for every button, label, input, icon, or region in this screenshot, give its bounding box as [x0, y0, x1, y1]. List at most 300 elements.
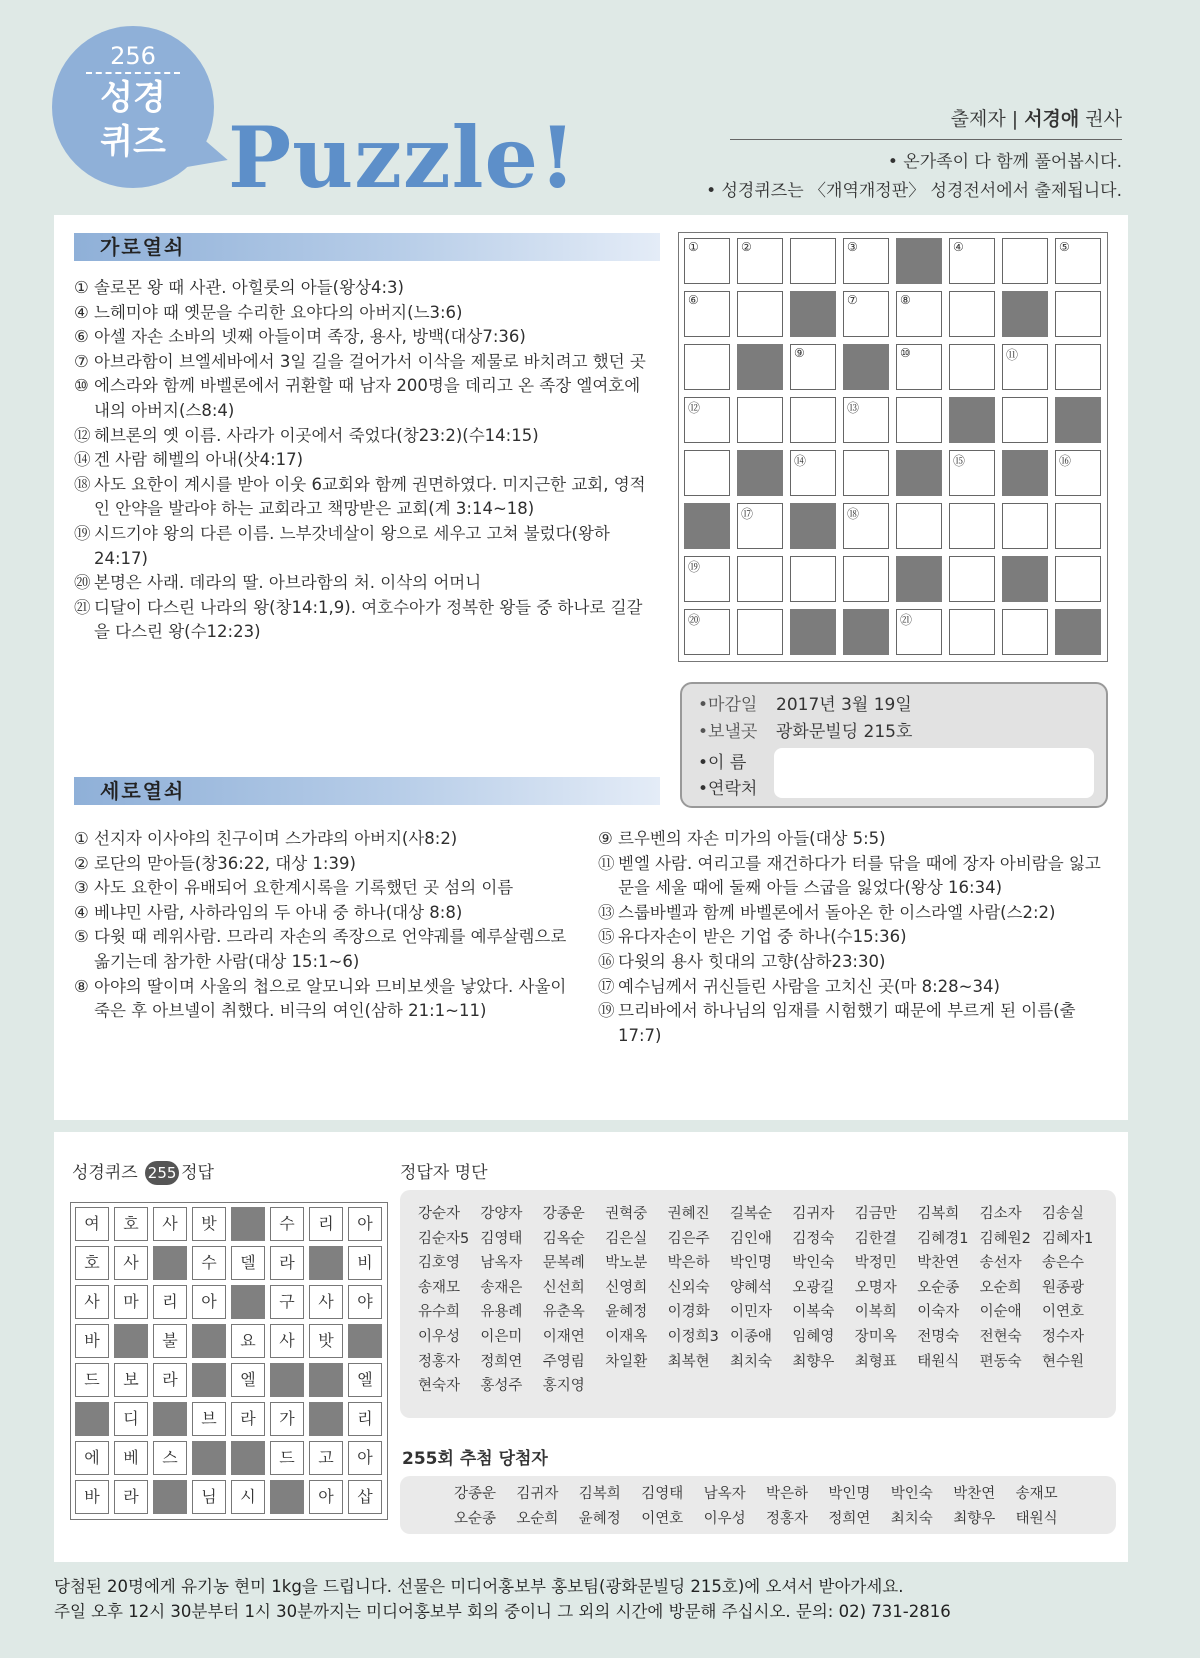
- person-name: 편동숙: [979, 1353, 1022, 1370]
- clue-text: 아브라함이 브엘세바에서 3일 길을 걸어가서 이삭을 제물로 바치려고 했던 곳: [94, 351, 646, 371]
- crossword-cell[interactable]: [684, 609, 730, 655]
- person-name: 이민자: [730, 1304, 773, 1321]
- answer-block: [231, 1285, 265, 1319]
- answer-cell: 브: [192, 1402, 226, 1436]
- person-name: 김영태: [641, 1486, 684, 1502]
- clue-number: ⑪: [598, 853, 615, 873]
- answer-cell: 에: [75, 1441, 109, 1475]
- answer-cell: 드: [270, 1441, 304, 1475]
- answer-cell: 리: [153, 1285, 187, 1319]
- answer-cell: 수: [192, 1246, 226, 1280]
- person-name: 김순자5: [418, 1230, 470, 1247]
- clue-number: ④: [74, 902, 89, 922]
- answer-cell: 아: [309, 1480, 343, 1514]
- lucky-title: 255회 추첨 당첨자: [402, 1449, 548, 1469]
- person-name: 신선희: [542, 1279, 585, 1296]
- cell-number: ⑱: [847, 507, 860, 521]
- crossword-block: [790, 609, 836, 655]
- answer-cell: 호: [114, 1207, 148, 1241]
- clue-number: ⑱: [74, 474, 91, 494]
- clue-text: 시드기야 왕의 다른 이름. 느부갓네살이 왕으로 세우고 고쳐 불렀다(왕하24:17): [94, 523, 610, 568]
- clue-item: [598, 950, 1110, 975]
- author-line: [730, 104, 1122, 140]
- clue-text: 에스라와 함께 바벨론에서 귀환할 때 남자 200명을 데리고 온 족장 엘여호에내의 아버지(스8:4): [94, 376, 641, 420]
- clue-number: ⑫: [74, 425, 91, 445]
- answer-block: [192, 1324, 226, 1358]
- answer-cell: 베: [114, 1441, 148, 1475]
- person-name: 정홍자: [766, 1510, 809, 1527]
- clue-item: [598, 901, 1110, 926]
- person-name: 강양자: [480, 1206, 523, 1222]
- clue-text: 스룹바벨과 함께 바벨론에서 돌아온 한 이스라엘 사람(스2:2): [618, 902, 1056, 922]
- answer-cell: 라: [231, 1402, 265, 1436]
- clue-number: ⑮: [598, 927, 615, 947]
- cell-number: ⑨: [794, 346, 805, 360]
- answer-cell: 야: [348, 1285, 382, 1319]
- person-name: 박노분: [605, 1255, 648, 1272]
- answer-cell: 스: [153, 1441, 187, 1475]
- person-name: 오순희: [979, 1279, 1022, 1296]
- note-1: • 온가족이 다 함께 풀어봅시다.: [887, 152, 1122, 172]
- person-name: 전명숙: [917, 1329, 960, 1345]
- clue-number: ②: [74, 853, 89, 873]
- answer-cell: 아: [192, 1285, 226, 1319]
- person-name: 권혁중: [605, 1206, 648, 1222]
- answer-cell: 엘: [231, 1363, 265, 1397]
- answer-cell: 바: [75, 1480, 109, 1514]
- crossword-cell[interactable]: [737, 503, 783, 549]
- person-name: 김송실: [1042, 1206, 1085, 1222]
- footer: [54, 1574, 951, 1624]
- clue-text: 겐 사람 헤벨의 아내(삿4:17): [94, 450, 304, 470]
- crossword-cell[interactable]: [790, 238, 836, 284]
- clue-number: ①: [74, 829, 89, 848]
- clue-item: [74, 827, 584, 852]
- cell-number: ⑦: [847, 293, 858, 307]
- answer-cell: 비: [348, 1246, 382, 1280]
- cell-number: ⑯: [1059, 454, 1072, 468]
- person-name: 오순종: [454, 1510, 497, 1527]
- crossword-cell[interactable]: [1055, 450, 1101, 496]
- crossword-cell[interactable]: [896, 503, 942, 549]
- person-name: 박인명: [730, 1255, 773, 1272]
- person-name: 윤혜정: [578, 1510, 621, 1527]
- person-name: 최형표: [854, 1353, 897, 1370]
- crossword-cell[interactable]: [949, 344, 995, 390]
- clue-text: 로단의 맏아들(창36:22, 대상 1:39): [94, 853, 356, 873]
- clue-number: ⑩: [74, 376, 89, 396]
- answer-cell: 라: [270, 1246, 304, 1280]
- crossword-cell[interactable]: [896, 609, 942, 655]
- down-clues-left: [74, 827, 584, 1024]
- person-name: 신영희: [605, 1279, 648, 1296]
- crossword-block: [896, 556, 942, 602]
- crossword-block: [1002, 556, 1048, 602]
- footer-line1: 당첨된 20명에게 유기농 현미 1kg을 드립니다. 선물은 미디어홍보부 홍보팀(광화문빌딩 215호)에 오셔서 받아가세요.: [54, 1577, 904, 1596]
- person-name: 태원식: [1015, 1510, 1058, 1527]
- crossword-block: [1055, 397, 1101, 443]
- answer-block: [153, 1402, 187, 1436]
- answer-cell: 마: [114, 1285, 148, 1319]
- clue-item: [598, 999, 1110, 1048]
- sendto-value: 광화문빌딩 215호: [776, 722, 913, 742]
- person-name: 김은주: [667, 1230, 710, 1247]
- person-name: 최치숙: [730, 1353, 773, 1370]
- crossword-grid: [678, 232, 1108, 662]
- crossword-cell[interactable]: [737, 397, 783, 443]
- person-name: 김호영: [418, 1255, 461, 1272]
- crossword-cell[interactable]: [737, 291, 783, 337]
- clue-number: ⑧: [74, 976, 89, 996]
- answer-cell: 라: [153, 1363, 187, 1397]
- clue-item: [598, 975, 1110, 1000]
- person-name: 오순희: [516, 1510, 559, 1527]
- person-name: 오순종: [917, 1279, 960, 1296]
- clue-text: 르우벤의 자손 미가의 아들(대상 5:5): [618, 829, 886, 848]
- crossword-cell[interactable]: [949, 238, 995, 284]
- person-name: 장미옥: [854, 1329, 897, 1345]
- person-name: 이은미: [480, 1329, 523, 1345]
- crossword-cell[interactable]: [843, 556, 889, 602]
- cell-number: ⑮: [953, 454, 966, 468]
- answer-block: [192, 1441, 226, 1475]
- crossword-cell[interactable]: [949, 450, 995, 496]
- note-2: • 성경퀴즈는 〈개역개정판〉 성경전서에서 출제됩니다.: [706, 181, 1122, 201]
- answer-cell: 여: [75, 1207, 109, 1241]
- person-name: 김인애: [730, 1230, 773, 1247]
- clue-text: 선지자 이사야의 친구이며 스가랴의 아버지(사8:2): [94, 829, 458, 848]
- person-name: 남옥자: [480, 1255, 523, 1272]
- clue-number: ⑨: [598, 829, 613, 848]
- author-label: 출제자 |: [950, 108, 1025, 130]
- crossword-cell[interactable]: [790, 556, 836, 602]
- person-name: 박은하: [667, 1255, 710, 1272]
- name-contact-field[interactable]: [774, 748, 1094, 798]
- answer-cell: 보: [114, 1363, 148, 1397]
- clue-item: [74, 424, 656, 449]
- crossword-cell[interactable]: [790, 397, 836, 443]
- cell-number: ③: [847, 240, 858, 254]
- deadline-value: 2017년 3월 19일: [776, 695, 912, 715]
- crossword-cell[interactable]: [949, 609, 995, 655]
- person-name: 정수자: [1042, 1329, 1085, 1345]
- answer-cell: 밧: [192, 1207, 226, 1241]
- deadline-label: •마감일: [698, 695, 758, 715]
- clue-item: [74, 522, 656, 571]
- submission-box: [680, 682, 1108, 808]
- answer-cell: 드: [75, 1363, 109, 1397]
- crossword-cell[interactable]: [737, 556, 783, 602]
- crossword-cell[interactable]: [1055, 291, 1101, 337]
- crossword-cell[interactable]: [684, 397, 730, 443]
- winners-title: 정답자 명단: [400, 1163, 488, 1183]
- answer-block: [231, 1207, 265, 1241]
- crossword-block: [896, 450, 942, 496]
- crossword-cell[interactable]: [684, 238, 730, 284]
- answer-cell: 아: [348, 1441, 382, 1475]
- person-name: 이복희: [854, 1304, 897, 1321]
- clue-item: [74, 925, 584, 974]
- lucky-list: [400, 1476, 1116, 1534]
- clue-number: ⑲: [598, 1001, 615, 1021]
- crossword-cell[interactable]: [896, 397, 942, 443]
- person-name: 이우성: [418, 1329, 461, 1345]
- clue-number: ⑯: [598, 951, 615, 971]
- badge-line2: 퀴즈: [100, 122, 166, 162]
- crossword-cell[interactable]: [737, 238, 783, 284]
- person-name: 이재옥: [605, 1329, 648, 1345]
- clue-text: 베냐민 사람, 사하라임의 두 아내 중 하나(대상 8:8): [94, 902, 463, 922]
- person-name: 이재연: [542, 1329, 585, 1345]
- crossword-cell[interactable]: [843, 397, 889, 443]
- person-name: 정희연: [828, 1510, 871, 1527]
- clue-text: 다윗 때 레위사람. 므라리 자손의 족장으로 언약궤를 예루살렘으로 옮기는데 참가한 사람(대상 15:1~6): [94, 927, 567, 971]
- answer-block: [309, 1363, 343, 1397]
- issue-number: 256: [86, 42, 180, 74]
- person-name: 차일환: [605, 1353, 648, 1370]
- crossword-cell[interactable]: [843, 291, 889, 337]
- answer-block: [309, 1246, 343, 1280]
- clue-text: 디달이 다스린 나라의 왕(창14:1,9). 여호수아가 정복한 왕들 중 하나로 길갈을 다스린 왕(수12:23): [94, 597, 643, 642]
- down-heading: 세로열쇠: [74, 777, 660, 805]
- answer-cell: 리: [348, 1402, 382, 1436]
- crossword-cell[interactable]: [1002, 609, 1048, 655]
- person-name: 박찬연: [917, 1255, 960, 1272]
- person-name: 송재모: [1015, 1486, 1058, 1502]
- clue-text: 느헤미야 때 옛문을 수리한 요야다의 아버지(느3:6): [94, 302, 463, 322]
- crossword-cell[interactable]: [1002, 344, 1048, 390]
- crossword-cell[interactable]: [790, 450, 836, 496]
- crossword-cell[interactable]: [1055, 238, 1101, 284]
- crossword-block: [1002, 450, 1048, 496]
- person-name: 권혜진: [667, 1206, 710, 1222]
- answers-title-prefix: 성경퀴즈: [72, 1163, 138, 1183]
- clue-item: [74, 374, 656, 423]
- cell-number: ⑰: [741, 507, 754, 521]
- clue-number: ⑲: [74, 523, 91, 543]
- answer-block: [348, 1324, 382, 1358]
- person-name: 김소자: [979, 1206, 1022, 1222]
- crossword-cell[interactable]: [896, 291, 942, 337]
- crossword-cell[interactable]: [949, 556, 995, 602]
- cell-number: ⑧: [900, 293, 911, 307]
- person-name: 박은하: [766, 1486, 809, 1502]
- cell-number: ⑲: [688, 560, 701, 574]
- clue-item: [74, 325, 656, 350]
- answer-cell: 요: [231, 1324, 265, 1358]
- answer-cell: 수: [270, 1207, 304, 1241]
- person-name: 김복희: [917, 1206, 960, 1222]
- answer-block: [231, 1441, 265, 1475]
- crossword-block: [1055, 609, 1101, 655]
- crossword-block: [1002, 291, 1048, 337]
- crossword-block: [949, 397, 995, 443]
- crossword-cell[interactable]: [684, 450, 730, 496]
- badge-line1: 성경: [100, 78, 166, 118]
- deadline-row: [698, 690, 912, 715]
- crossword-cell[interactable]: [1002, 397, 1048, 443]
- clue-text: 아셀 자손 소바의 넷째 아들이며 족장, 용사, 방백(대상7:36): [94, 327, 526, 347]
- clue-item: [74, 596, 656, 645]
- clue-text: 아야의 딸이며 사울의 첩으로 알모니와 므비보셋을 낳았다. 사울이 죽은 후 아브넬이 취했다. 비극의 여인(삼하 21:1~11): [94, 976, 567, 1021]
- answer-cell: 밧: [309, 1324, 343, 1358]
- cell-number: ⑭: [794, 454, 807, 468]
- clue-number: ⑬: [598, 902, 615, 922]
- clue-text: 솔로몬 왕 때 사관. 아힐룻의 아들(왕상4:3): [94, 278, 404, 297]
- person-name: 송선자: [979, 1255, 1022, 1272]
- person-name: 김귀자: [516, 1486, 559, 1502]
- clue-item: [598, 925, 1110, 950]
- person-name: 현숙자: [418, 1378, 461, 1395]
- person-name: 유수희: [418, 1304, 461, 1321]
- answer-cell: 사: [153, 1207, 187, 1241]
- crossword-cell[interactable]: [1002, 503, 1048, 549]
- person-name: 김옥순: [542, 1230, 585, 1247]
- cell-number: ⑳: [688, 613, 701, 627]
- answer-cell: 고: [309, 1441, 343, 1475]
- clue-item: [598, 827, 1110, 852]
- cell-number: ⑥: [688, 293, 699, 307]
- clue-item: [598, 852, 1110, 901]
- crossword-cell[interactable]: [896, 344, 942, 390]
- clue-item: [74, 901, 584, 926]
- clue-text: 벧엘 사람. 여리고를 재건하다가 터를 닦을 때에 장자 아비람을 잃고 문을 세울 때에 둘째 아들 스굽을 잃었다(왕상 16:34): [618, 853, 1101, 898]
- person-name: 최치숙: [890, 1510, 933, 1527]
- answer-cell: 라: [114, 1480, 148, 1514]
- clue-text: 사도 요한이 유배되어 요한계시록을 기록했던 곳 섬의 이름: [94, 878, 514, 898]
- person-name: 길복순: [730, 1206, 773, 1222]
- person-name: 오명자: [854, 1279, 897, 1296]
- crossword-cell[interactable]: [1002, 238, 1048, 284]
- clue-item: [74, 473, 656, 522]
- answer-block: [270, 1480, 304, 1514]
- crossword-block: [737, 450, 783, 496]
- sendto-row: [698, 717, 912, 742]
- cell-number: ⑤: [1059, 240, 1070, 254]
- person-name: 이숙자: [917, 1304, 960, 1321]
- person-name: 박인숙: [890, 1486, 933, 1502]
- page-title: Puzzle!: [228, 108, 577, 207]
- person-name: 박찬연: [953, 1486, 996, 1502]
- answer-block: [270, 1363, 304, 1397]
- answer-cell: 아: [348, 1207, 382, 1241]
- person-name: 이순애: [979, 1304, 1022, 1321]
- clue-number: ⑦: [74, 351, 89, 371]
- crossword-block: [896, 238, 942, 284]
- clue-text: 본명은 사래. 데라의 딸. 아브라함의 처. 이삭의 어머니: [94, 573, 482, 593]
- answers-title: [72, 1158, 214, 1185]
- answer-cell: 시: [231, 1480, 265, 1514]
- crossword-cell[interactable]: [1055, 344, 1101, 390]
- cell-number: ①: [688, 240, 699, 254]
- clue-number: ⑳: [74, 573, 91, 593]
- answers-issue-number: 255: [145, 1161, 179, 1185]
- person-name: 강순자: [418, 1206, 461, 1222]
- answers-title-suffix: 정답: [181, 1163, 214, 1183]
- down-clues-right: [598, 827, 1110, 1048]
- across-heading: 가로열쇠: [74, 233, 660, 261]
- contact-label: •연락처: [698, 779, 758, 799]
- person-name: 이우성: [703, 1510, 746, 1527]
- crossword-cell[interactable]: [684, 344, 730, 390]
- person-name: 김복희: [578, 1486, 621, 1502]
- clue-text: 므리바에서 하나님의 임재를 시험했기 때문에 부르게 된 이름(출17:7): [618, 1001, 1076, 1045]
- clue-text: 사도 요한이 계시를 받아 이웃 6교회와 함께 권면하였다. 미지근한 교회, 영적인 안약을 발라야 하는 교회라고 책망받은 교회(계 3:14~18): [94, 474, 646, 519]
- crossword-cell[interactable]: [843, 238, 889, 284]
- answer-cell: 사: [114, 1246, 148, 1280]
- crossword-cell[interactable]: [949, 291, 995, 337]
- person-name: 김은실: [605, 1230, 648, 1247]
- footer-line2: 주일 오후 12시 30분부터 1시 30분까지는 미디어홍보부 회의 중이니 그 외의 시간에 방문해 주십시오. 문의: 02) 731-2816: [54, 1602, 951, 1621]
- answer-cell: 구: [270, 1285, 304, 1319]
- clue-item: [74, 876, 584, 901]
- person-name: 원종광: [1042, 1279, 1085, 1296]
- person-name: 남옥자: [703, 1486, 746, 1502]
- crossword-cell[interactable]: [949, 503, 995, 549]
- person-name: 이경화: [667, 1304, 710, 1321]
- crossword-block: [737, 344, 783, 390]
- clue-number: ㉑: [74, 597, 91, 617]
- person-name: 이정희3: [667, 1329, 719, 1345]
- across-clues: [74, 276, 656, 645]
- crossword-block: [684, 503, 730, 549]
- cell-number: ⑪: [1006, 348, 1019, 362]
- crossword-cell[interactable]: [1055, 556, 1101, 602]
- person-name: 강종운: [542, 1206, 585, 1222]
- person-name: 이복숙: [792, 1304, 835, 1321]
- person-name: 이종애: [730, 1329, 773, 1345]
- cell-number: ②: [741, 240, 752, 254]
- author-name: 서경애: [1024, 108, 1080, 130]
- person-name: 오광길: [792, 1279, 835, 1296]
- clue-item: [74, 975, 584, 1024]
- person-name: 최향우: [792, 1353, 835, 1370]
- person-name: 홍지영: [542, 1378, 585, 1395]
- person-name: 문복례: [542, 1255, 585, 1272]
- crossword-cell[interactable]: [843, 503, 889, 549]
- person-name: 송재모: [418, 1279, 461, 1296]
- answer-block: [153, 1246, 187, 1280]
- crossword-cell[interactable]: [843, 450, 889, 496]
- clue-number: ⑰: [598, 976, 615, 996]
- crossword-cell[interactable]: [790, 344, 836, 390]
- person-name: 김영태: [480, 1230, 523, 1247]
- person-name: 윤혜정: [605, 1304, 648, 1321]
- person-name: 유용례: [480, 1304, 523, 1321]
- person-name: 홍성주: [480, 1378, 523, 1395]
- clue-item: [74, 852, 584, 877]
- name-label: •이 름: [698, 753, 747, 773]
- clue-text: 다윗의 용사 힛대의 고향(삼하23:30): [618, 951, 886, 971]
- crossword-block: [790, 503, 836, 549]
- person-name: 박정민: [854, 1255, 897, 1272]
- person-name: 송은수: [1042, 1255, 1085, 1272]
- answer-block: [114, 1324, 148, 1358]
- answer-cell: 리: [309, 1207, 343, 1241]
- crossword-cell[interactable]: [737, 609, 783, 655]
- answer-cell: 삽: [348, 1480, 382, 1514]
- crossword-cell[interactable]: [1055, 503, 1101, 549]
- clue-item: [74, 571, 656, 596]
- person-name: 김혜원2: [979, 1230, 1031, 1247]
- crossword-cell[interactable]: [684, 291, 730, 337]
- person-name: 임혜영: [792, 1329, 835, 1345]
- clue-text: 예수님께서 귀신들린 사람을 고치신 곳(마 8:28~34): [618, 976, 1000, 996]
- crossword-cell[interactable]: [684, 556, 730, 602]
- answer-cell: 불: [153, 1324, 187, 1358]
- clue-number: ⑥: [74, 327, 89, 347]
- clue-number: ④: [74, 302, 89, 322]
